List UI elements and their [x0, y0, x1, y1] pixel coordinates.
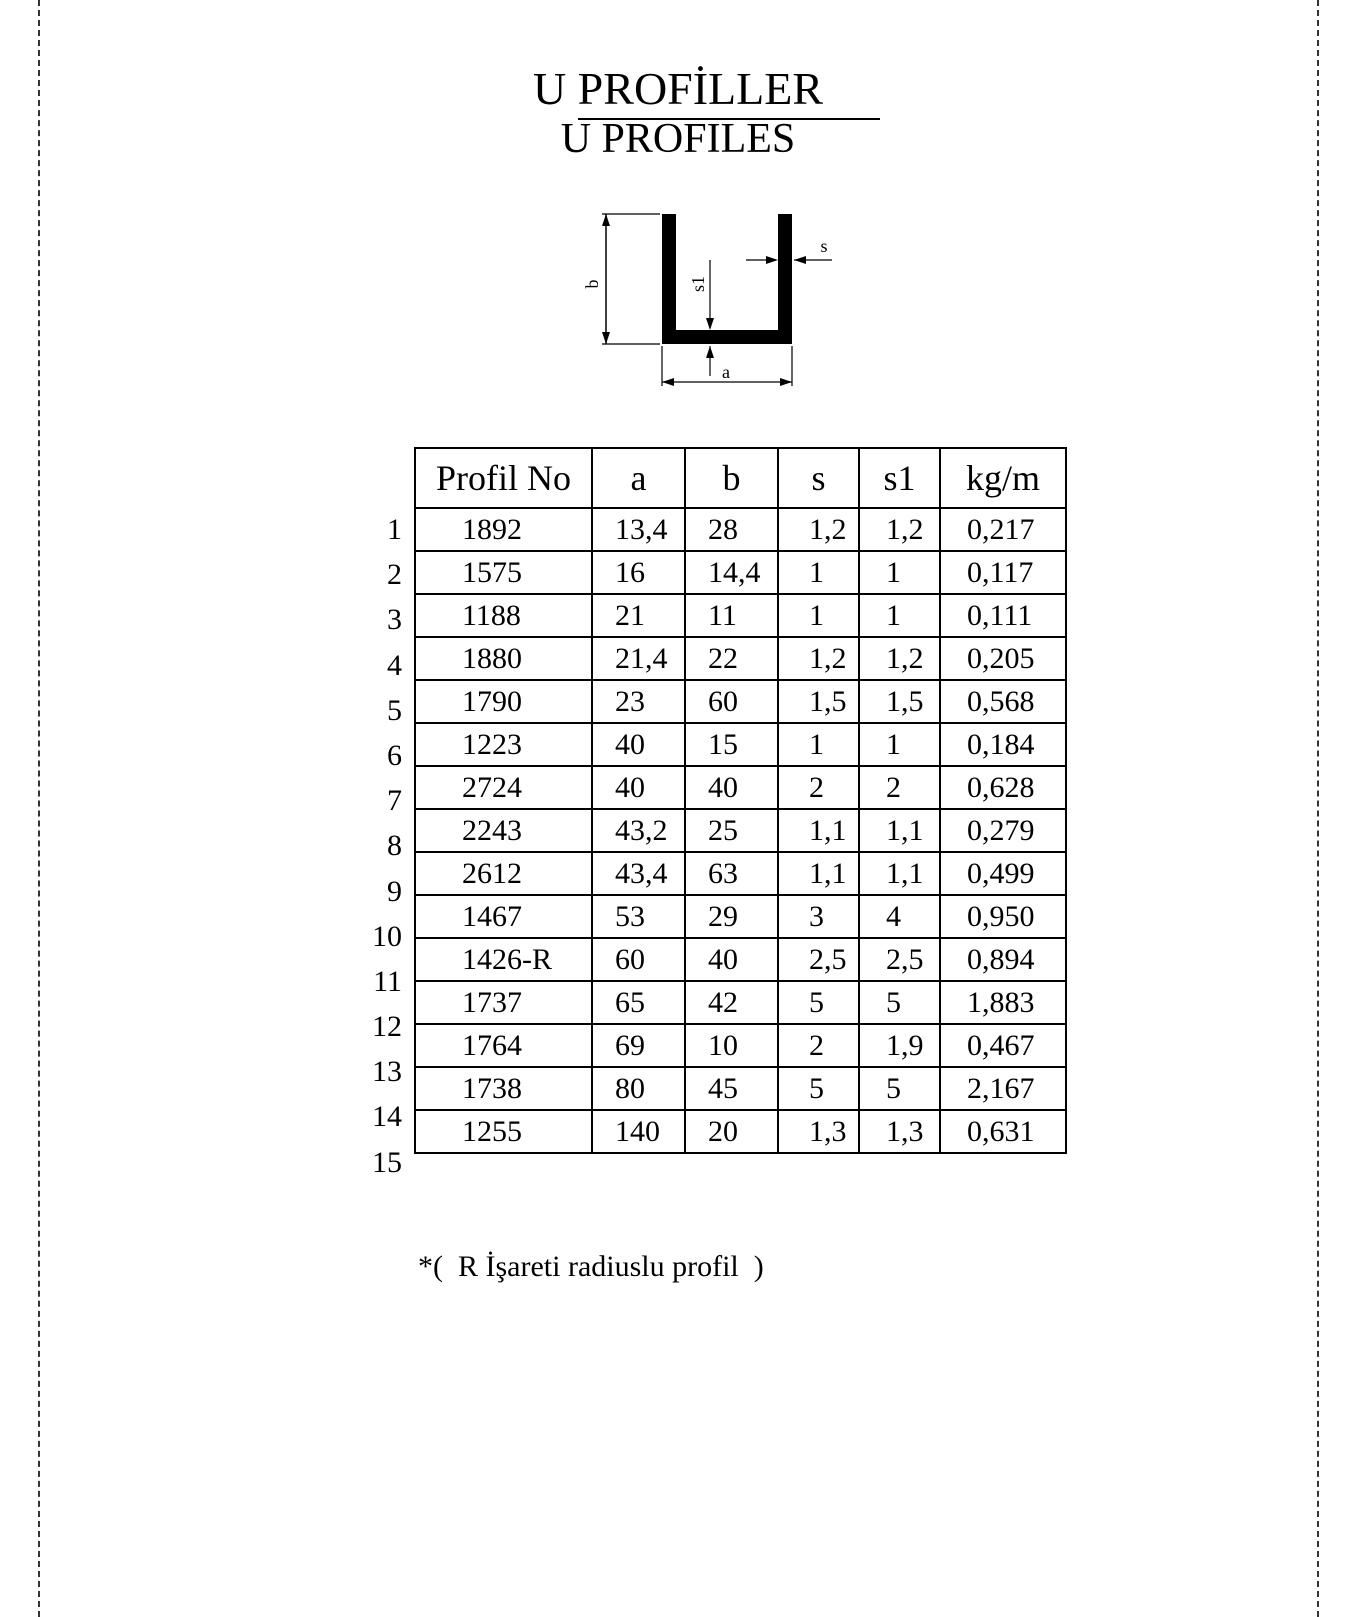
table-cell: 0,117 [940, 551, 1066, 594]
header-b: b [685, 448, 778, 508]
table-cell: 21 [592, 594, 685, 637]
table-cell: 1,1 [859, 852, 940, 895]
table-cell: 29 [685, 895, 778, 938]
table-cell: 1223 [415, 723, 592, 766]
header-s1: s1 [859, 448, 940, 508]
table-cell: 0,111 [940, 594, 1066, 637]
row-number: 6 [387, 738, 402, 772]
table-cell: 69 [592, 1024, 685, 1067]
table-row [415, 1110, 1066, 1153]
table-cell: 1 [859, 551, 940, 594]
table-cell: 0,217 [940, 508, 1066, 551]
table-cell: 0,631 [940, 1110, 1066, 1153]
table-cell: 1,2 [859, 508, 940, 551]
row-number: 8 [387, 829, 402, 863]
table-cell: 0,499 [940, 852, 1066, 895]
row-number: 15 [372, 1145, 402, 1179]
table-cell: 2243 [415, 809, 592, 852]
table-cell: 1892 [415, 508, 592, 551]
page-subtitle: U PROFILES [560, 116, 796, 162]
table-cell: 3 [778, 895, 859, 938]
table-cell: 10 [685, 1024, 778, 1067]
table-cell: 1 [778, 594, 859, 637]
table-cell: 4 [859, 895, 940, 938]
table-cell: 1,1 [778, 809, 859, 852]
table-cell: 21,4 [592, 637, 685, 680]
table-cell: 1,3 [778, 1110, 859, 1153]
table-cell: 0,568 [940, 680, 1066, 723]
table-row [415, 981, 1066, 1024]
table-cell: 40 [685, 938, 778, 981]
table-cell: 0,184 [940, 723, 1066, 766]
table-row [415, 1024, 1066, 1067]
right-dashed-border [1317, 0, 1319, 1617]
table-cell: 65 [592, 981, 685, 1024]
table-cell: 1764 [415, 1024, 592, 1067]
table-cell: 43,2 [592, 809, 685, 852]
table-cell: 1738 [415, 1067, 592, 1110]
table-cell: 1,1 [778, 852, 859, 895]
row-number: 5 [387, 693, 402, 727]
table-cell: 5 [859, 1067, 940, 1110]
header-kg-m: kg/m [940, 448, 1066, 508]
table-cell: 1,2 [859, 637, 940, 680]
header-a: a [592, 448, 685, 508]
row-number: 4 [387, 648, 402, 682]
table-cell: 140 [592, 1110, 685, 1153]
table-cell: 60 [592, 938, 685, 981]
table-row [415, 1067, 1066, 1110]
table-cell: 1,2 [778, 508, 859, 551]
table-cell: 14,4 [685, 551, 778, 594]
table-header-row [415, 448, 1066, 508]
table-cell: 28 [685, 508, 778, 551]
table-cell: 22 [685, 637, 778, 680]
table-cell: 42 [685, 981, 778, 1024]
page-title: U PROFİLLER [532, 63, 824, 114]
footnote: *( R İşareti radiuslu profil ) [418, 1250, 764, 1283]
table-cell: 5 [859, 981, 940, 1024]
table-cell: 63 [685, 852, 778, 895]
table-cell: 2612 [415, 852, 592, 895]
table-cell: 2 [859, 766, 940, 809]
row-number: 14 [372, 1100, 402, 1134]
table-cell: 1 [859, 723, 940, 766]
table-row [415, 680, 1066, 723]
header-profil-no: Profil No [415, 448, 592, 508]
u-profile-diagram [570, 200, 850, 400]
table-cell: 2724 [415, 766, 592, 809]
table-cell: 16 [592, 551, 685, 594]
table-cell: 1426-R [415, 938, 592, 981]
table-cell: 1,3 [859, 1110, 940, 1153]
table-row [415, 938, 1066, 981]
table-cell: 60 [685, 680, 778, 723]
table-cell: 1880 [415, 637, 592, 680]
table-row [415, 809, 1066, 852]
table-cell: 1,5 [859, 680, 940, 723]
table-cell: 1,1 [859, 809, 940, 852]
table-row [415, 852, 1066, 895]
row-number: 1 [387, 513, 402, 546]
table-cell: 1,5 [778, 680, 859, 723]
row-number-column [360, 507, 410, 1185]
table-cell: 1 [778, 723, 859, 766]
table-cell: 0,628 [940, 766, 1066, 809]
u-profile-shape [662, 214, 792, 344]
table-cell: 2 [778, 1024, 859, 1067]
table-cell: 1188 [415, 594, 592, 637]
table-cell: 40 [685, 766, 778, 809]
table-cell: 1467 [415, 895, 592, 938]
table-cell: 13,4 [592, 508, 685, 551]
table-cell: 0,894 [940, 938, 1066, 981]
table-cell: 1790 [415, 680, 592, 723]
table-cell: 11 [685, 594, 778, 637]
table-cell: 45 [685, 1067, 778, 1110]
table-row [415, 594, 1066, 637]
row-number: 2 [387, 558, 402, 592]
table-cell: 0,467 [940, 1024, 1066, 1067]
table-row [415, 895, 1066, 938]
table-cell: 2,167 [940, 1067, 1066, 1110]
table-cell: 2 [778, 766, 859, 809]
b-dimension-label: b [582, 279, 602, 289]
table-row [415, 766, 1066, 809]
table-cell: 40 [592, 723, 685, 766]
table-cell: 15 [685, 723, 778, 766]
row-number: 12 [372, 1010, 402, 1044]
table-cell: 5 [778, 981, 859, 1024]
s1-dimension-label: s1 [688, 275, 708, 293]
table-cell: 1,9 [859, 1024, 940, 1067]
table-cell: 0,279 [940, 809, 1066, 852]
left-dashed-border [38, 0, 40, 1617]
profiles-table [414, 447, 1067, 1154]
table-cell: 0,205 [940, 637, 1066, 680]
table-cell: 80 [592, 1067, 685, 1110]
table-cell: 1255 [415, 1110, 592, 1153]
table-row [415, 637, 1066, 680]
table-cell: 1,2 [778, 637, 859, 680]
row-number: 13 [372, 1055, 402, 1089]
header-s: s [778, 448, 859, 508]
table-cell: 1 [859, 594, 940, 637]
row-number: 3 [387, 603, 402, 637]
row-number: 11 [373, 964, 402, 998]
table-cell: 40 [592, 766, 685, 809]
table-cell: 0,950 [940, 895, 1066, 938]
table-row [415, 551, 1066, 594]
table-cell: 1737 [415, 981, 592, 1024]
table-cell: 53 [592, 895, 685, 938]
table-row [415, 508, 1066, 551]
s-dimension-label: s [820, 236, 828, 256]
table-cell: 43,4 [592, 852, 685, 895]
table-row [415, 723, 1066, 766]
table-cell: 5 [778, 1067, 859, 1110]
row-number: 7 [387, 784, 402, 818]
table-cell: 25 [685, 809, 778, 852]
table-cell: 1575 [415, 551, 592, 594]
table-cell: 20 [685, 1110, 778, 1153]
table-cell: 1,883 [940, 981, 1066, 1024]
row-number: 10 [372, 919, 402, 953]
table-cell: 2,5 [778, 938, 859, 981]
table-cell: 23 [592, 680, 685, 723]
row-number: 9 [387, 874, 402, 908]
table-cell: 1 [778, 551, 859, 594]
table-cell: 2,5 [859, 938, 940, 981]
a-dimension-label: a [722, 362, 730, 382]
